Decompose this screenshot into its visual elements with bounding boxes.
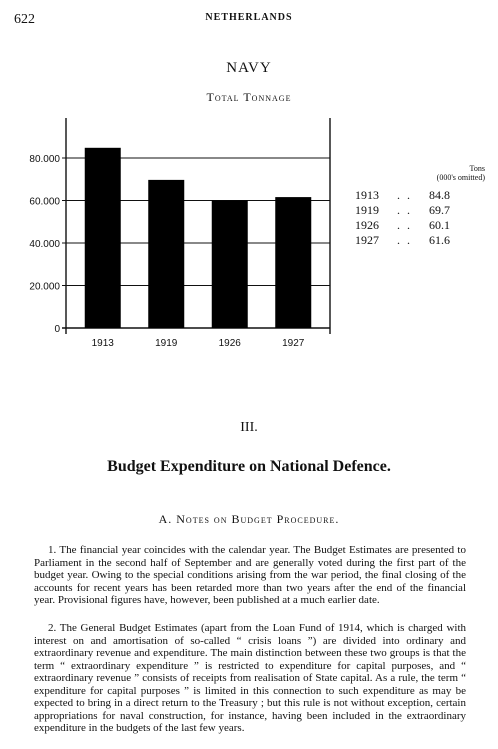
table-value: 84.8 bbox=[429, 188, 450, 202]
table-header-unit: Tons bbox=[469, 164, 485, 173]
page-number: 622 bbox=[14, 12, 35, 27]
chart-title: NAVY bbox=[226, 60, 272, 76]
x-tick-label: 1927 bbox=[282, 338, 305, 349]
table-dots: . . bbox=[397, 203, 412, 217]
table-value: 61.6 bbox=[429, 233, 450, 247]
x-tick-label: 1913 bbox=[91, 338, 114, 349]
table-value: 60.1 bbox=[429, 218, 450, 232]
table-row bbox=[355, 188, 495, 203]
y-tick-label: 60.000 bbox=[29, 196, 60, 208]
bar-1913 bbox=[85, 148, 121, 328]
y-tick-label: 80.000 bbox=[29, 154, 60, 165]
y-tick-label: 20.000 bbox=[29, 281, 60, 293]
table-year: 1927 bbox=[355, 233, 379, 247]
table-dots: . . bbox=[397, 218, 412, 232]
y-tick-label: 40.000 bbox=[29, 239, 60, 250]
table-header-note: (000's omitted) bbox=[436, 173, 485, 182]
running-head: NETHERLANDS bbox=[205, 12, 293, 23]
table-year: 1926 bbox=[355, 218, 379, 232]
paragraph-2: 2. The General Budget Estimates (apart from the Loan Fund of 1914, which is charged with interest on and amortisation of so-called “ crisis loans ”) are divided into ordinary and extraordinary revenue and expenditure. The main distinction between these two groups is that the term “ extraordinary expenditure ” is restricted to expenditure for capital purposes, and “ extraordinary revenue ” consists of receipts from realisation of State capital. As a rule, the term “ expenditure for capital purposes ” is limited in this connection to such expenditure as may be expected to bring in a direct return to the Treasury ; but this rule is not without exception, certain appropriations for naval construction, for instance, having been included in the extraordinary expenditure in the budgets of the last few years. bbox=[34, 622, 466, 734]
tonnage-table bbox=[355, 164, 495, 248]
y-tick-label: 0 bbox=[54, 324, 60, 335]
paragraph-1: 1. The financial year coincides with the calendar year. The Budget Estimates are presented to Parliament in the second half of September and are generally voted during the first part of the budget year. Owing to the special conditions arising from the war period, the final closing of the accounts for recent years has been retarded more than two years after the end of the financial year. Provisional figures have, however, been published at a much earlier date. bbox=[34, 544, 466, 606]
table-dots: . . bbox=[397, 233, 412, 247]
tonnage-bar-chart bbox=[0, 110, 360, 360]
table-value: 69.7 bbox=[429, 203, 450, 217]
table-row bbox=[355, 203, 495, 218]
chart-subtitle: Total Tonnage bbox=[206, 90, 292, 104]
table-year: 1919 bbox=[355, 203, 379, 217]
table-dots: . . bbox=[397, 188, 412, 202]
table-row bbox=[355, 218, 495, 233]
bar-1927 bbox=[275, 197, 311, 328]
x-tick-label: 1919 bbox=[155, 338, 178, 349]
section-title: Budget Expenditure on National Defence. bbox=[107, 458, 391, 475]
table-row bbox=[355, 233, 495, 248]
table-year: 1913 bbox=[355, 188, 379, 202]
x-tick-label: 1926 bbox=[218, 338, 241, 349]
section-numeral: III. bbox=[240, 420, 258, 435]
subsection-title: A. Notes on Budget Procedure. bbox=[158, 512, 340, 526]
bar-1926 bbox=[212, 200, 248, 328]
bar-1919 bbox=[148, 180, 184, 328]
